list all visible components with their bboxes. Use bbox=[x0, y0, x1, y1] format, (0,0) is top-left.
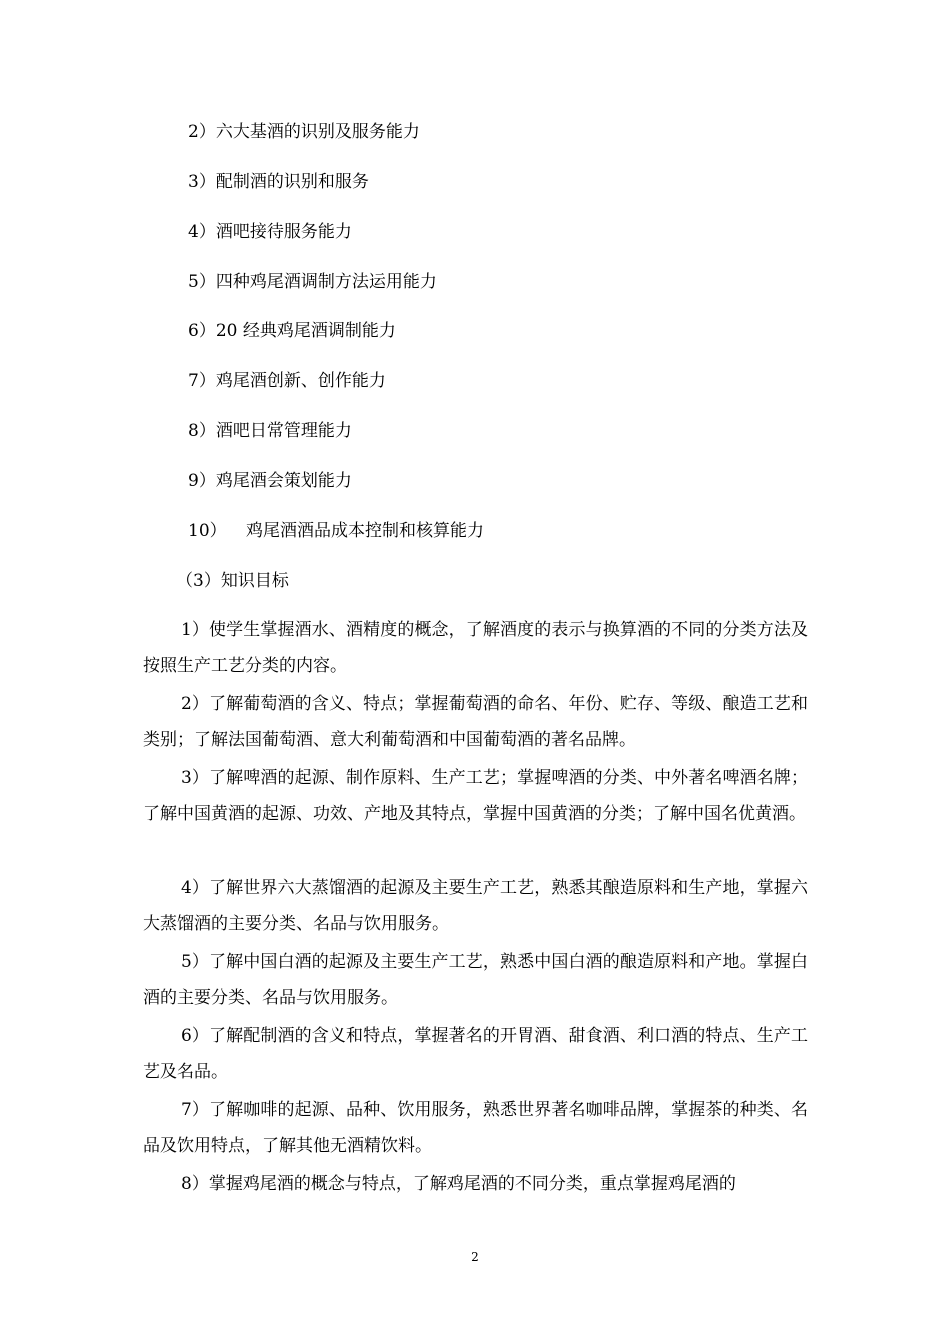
knowledge-heading: （3）知识目标 bbox=[176, 571, 289, 591]
knowledge-paragraph-2: 2）了解葡萄酒的含义、特点；掌握葡萄酒的命名、年份、贮存、等级、酿造工艺和类别；了解法国葡萄酒、意大利葡萄酒和中国葡萄酒的著名品牌。 bbox=[143, 694, 808, 750]
ability-item-7: 7）鸡尾酒创新、创作能力 bbox=[188, 371, 386, 391]
ability-item-2: 2）六大基酒的识别及服务能力 bbox=[188, 122, 420, 142]
knowledge-paragraph-3: 3）了解啤酒的起源、制作原料、生产工艺；掌握啤酒的分类、中外著名啤酒名牌；了解中国黄酒的起源、功效、产地及其特点，掌握中国黄酒的分类；了解中国名优黄酒。 bbox=[143, 768, 808, 824]
knowledge-paragraph-4: 4）了解世界六大蒸馏酒的起源及主要生产工艺，熟悉其酿造原料和生产地，掌握六大蒸馏酒的主要分类、名品与饮用服务。 bbox=[143, 878, 808, 934]
ability-item-10 bbox=[188, 520, 484, 542]
ability-item-10-number: 10） bbox=[188, 521, 227, 541]
knowledge-paragraph-5: 5）了解中国白酒的起源及主要生产工艺，熟悉中国白酒的酿造原料和产地。掌握白酒的主要分类、名品与饮用服务。 bbox=[143, 952, 808, 1008]
ability-item-3: 3）配制酒的识别和服务 bbox=[188, 172, 369, 192]
ability-item-6: 6）20 经典鸡尾酒调制能力 bbox=[188, 321, 396, 341]
page-number: 2 bbox=[471, 1250, 479, 1264]
ability-item-10-text: 鸡尾酒酒品成本控制和核算能力 bbox=[246, 521, 484, 541]
ability-item-8: 8）酒吧日常管理能力 bbox=[188, 421, 352, 441]
knowledge-paragraph-7: 7）了解咖啡的起源、品种、饮用服务，熟悉世界著名咖啡品牌，掌握茶的种类、名品及饮用特点，了解其他无酒精饮料。 bbox=[143, 1100, 808, 1156]
ability-item-9: 9）鸡尾酒会策划能力 bbox=[188, 471, 352, 491]
knowledge-paragraph-8: 8）掌握鸡尾酒的概念与特点，了解鸡尾酒的不同分类，重点掌握鸡尾酒的 bbox=[181, 1174, 736, 1194]
knowledge-paragraph-1: 1）使学生掌握酒水、酒精度的概念，了解酒度的表示与换算酒的不同的分类方法及按照生产工艺分类的内容。 bbox=[143, 620, 808, 676]
ability-item-5: 5）四种鸡尾酒调制方法运用能力 bbox=[188, 272, 437, 292]
knowledge-paragraph-6: 6）了解配制酒的含义和特点，掌握著名的开胃酒、甜食酒、利口酒的特点、生产工艺及名品。 bbox=[143, 1026, 808, 1082]
ability-item-4: 4）酒吧接待服务能力 bbox=[188, 222, 352, 242]
